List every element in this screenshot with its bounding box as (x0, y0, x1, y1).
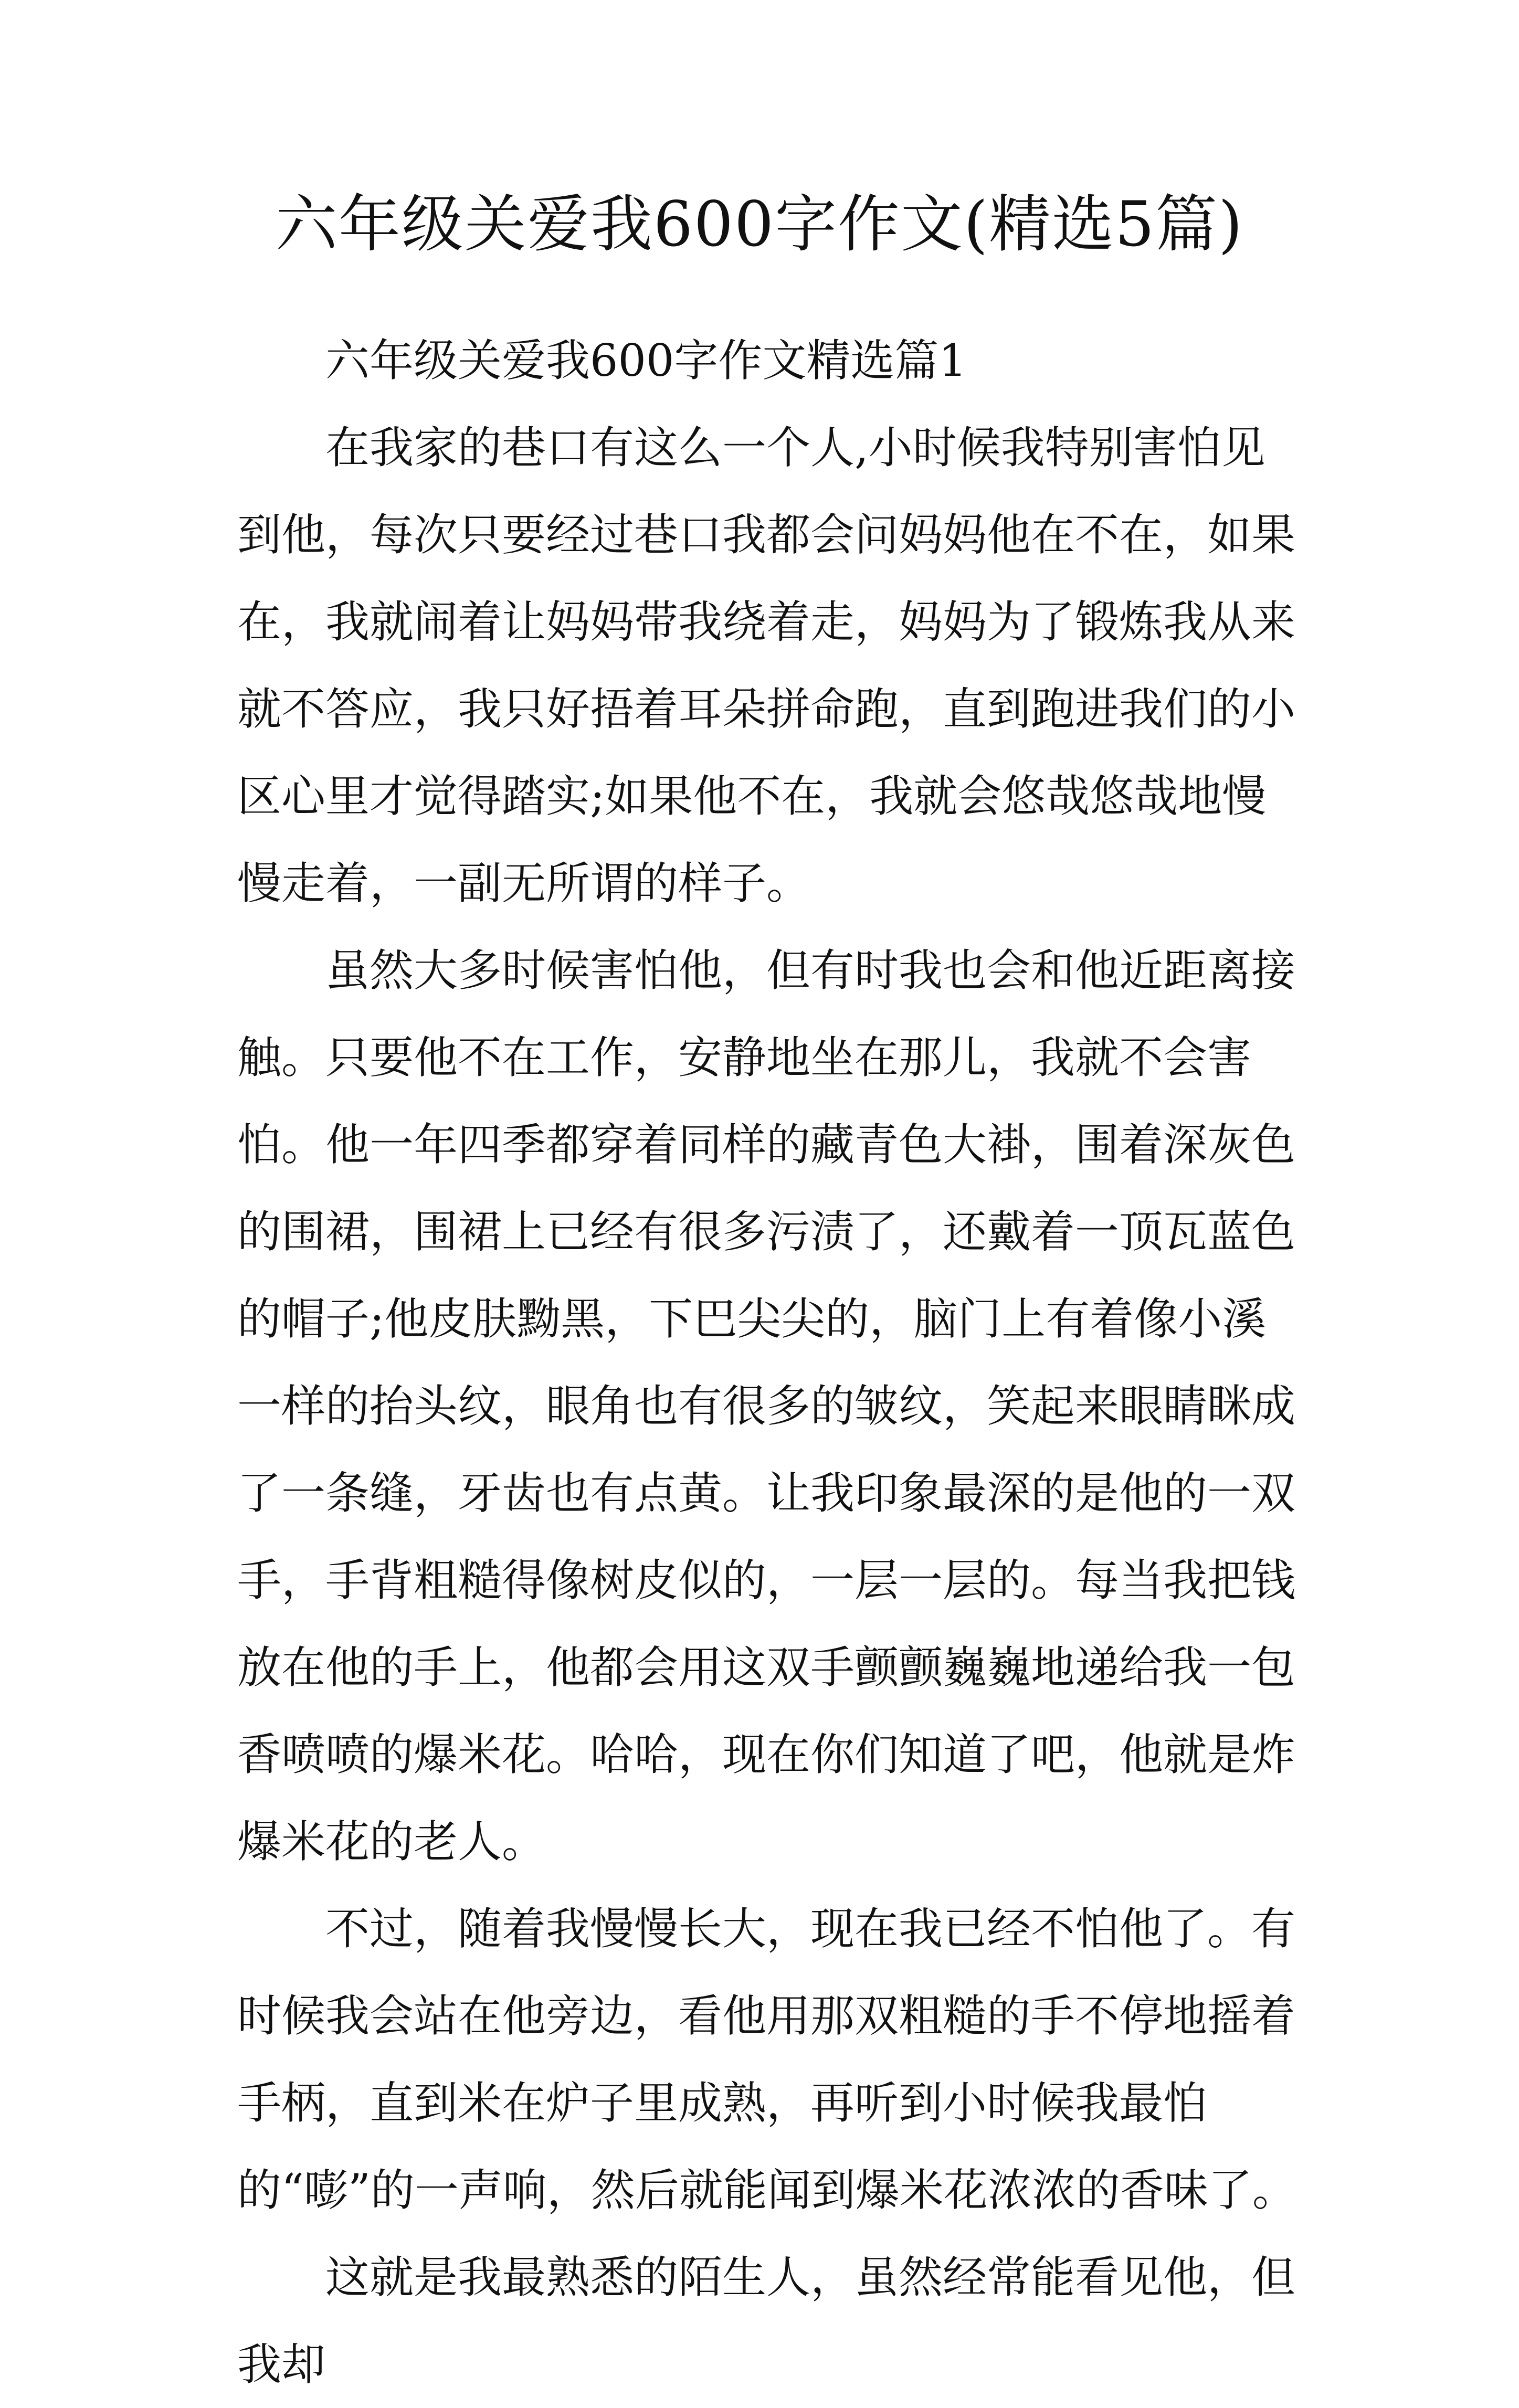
paragraph-2: 虽然大多时候害怕他，但有时我也会和他近距离接触。只要他不在工作，安静地坐在那儿，我就不会害怕。他一年四季都穿着同样的藏青色大褂，围着深灰色的围裙，围裙上已经有很多污渍了，还戴着一顶瓦蓝色的帽子;他皮肤黝黑，下巴尖尖的，脑门上有着像小溪一样的抬头纹，眼角也有很多的皱纹，笑起来眼睛眯成了一条缝，牙齿也有点黄。让我印象最深的是他的一双手，手背粗糙得像树皮似的，一层一层的。每当我把钱放在他的手上，他都会用这双手颤颤巍巍地递给我一包香喷喷的爆米花。哈哈，现在你们知道了吧，他就是炸爆米花的老人。 (237, 945, 1296, 1867)
document-title: 六年级关爱我600字作文(精选5篇) (275, 188, 1244, 260)
paragraph-1: 在我家的巷口有这么一个人,小时候我特别害怕见到他，每次只要经过巷口我都会问妈妈他在不在，如果在，我就闹着让妈妈带我绕着走，妈妈为了锻炼我从来就不答应，我只好捂着耳朵拼命跑，直到跑进我们的小区心里才觉得踏实;如果他不在，我就会悠哉悠哉地慢慢走着，一副无所谓的样子。 (237, 422, 1296, 909)
paragraph-3: 不过，随着我慢慢长大，现在我已经不怕他了。有时候我会站在他旁边，看他用那双粗糙的手不停地摇着手柄，直到米在炉子里成熟，再听到小时候我最怕的“嘭”的一声响，然后就能闻到爆米花浓浓的香味了。 (237, 1903, 1296, 2216)
paragraph-4: 这就是我最熟悉的陌生人，虽然经常能看见他，但我却 (237, 2252, 1296, 2390)
document-body (237, 317, 1298, 2408)
section-heading: 六年级关爱我600字作文精选篇1 (325, 335, 967, 386)
